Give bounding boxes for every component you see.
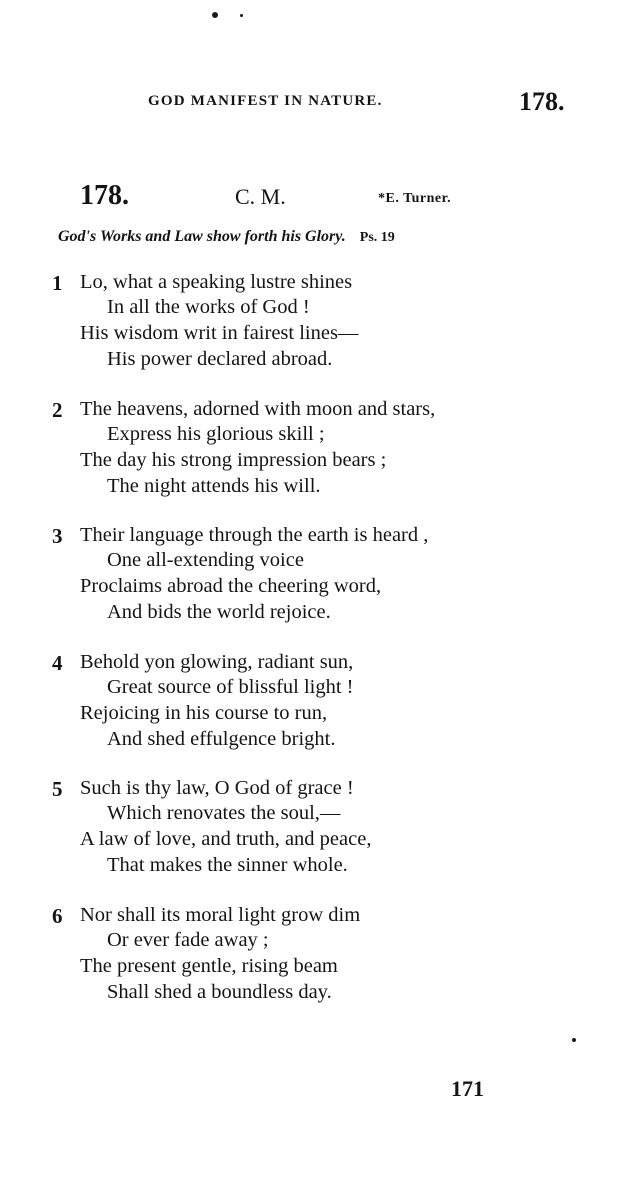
stanza-number: 6 [52, 903, 63, 928]
stanza-number: 1 [52, 271, 63, 295]
verse-line: The heavens, adorned with moon and stars, [80, 397, 436, 420]
verse-line: Nor shall its moral light grow dim [80, 903, 361, 926]
verse-line: His wisdom writ in fairest lines— [80, 322, 359, 344]
verse-line: And shed effulgence bright. [107, 727, 336, 750]
verse-line: His power declared abroad. [107, 348, 333, 370]
stanza-number: 2 [52, 397, 63, 422]
stanza [0, 777, 640, 904]
running-page-number: 178. [519, 87, 565, 116]
verse-line: The day his strong impression bears ; [80, 448, 387, 471]
stanza [0, 524, 640, 651]
hymn-number: 178. [80, 180, 129, 211]
verse-line: The present gentle, rising beam [80, 954, 338, 977]
verse-line: Lo, what a speaking lustre shines [80, 271, 353, 293]
verse-line: Their language through the earth is heard , [80, 524, 429, 546]
running-title: GOD MANIFEST IN NATURE. [148, 93, 383, 109]
stanza [0, 271, 640, 398]
verse-line: The night attends his will. [107, 474, 321, 497]
verse-line: Proclaims abroad the cheering word, [80, 575, 382, 597]
subtitle-text: God's Works and Law show forth his Glory. [58, 228, 346, 245]
stanza [0, 398, 640, 525]
ink-speck [572, 1038, 576, 1042]
hymn-subtitle [58, 228, 395, 246]
scripture-reference: Ps. 19 [359, 230, 395, 245]
stanza [0, 651, 640, 778]
stanza-number: 3 [52, 524, 63, 548]
verse-line: And bids the world rejoice. [107, 601, 331, 623]
verse-line: Which renovates the soul,— [107, 802, 341, 824]
verse-line: Rejoicing in his course to run, [80, 701, 328, 724]
verse-line: One all-extending voice [107, 549, 304, 571]
ink-speck [240, 14, 243, 17]
ink-speck [212, 12, 218, 18]
verse-line: That makes the sinner whole. [107, 854, 348, 876]
verse-line: A law of love, and truth, and peace, [80, 828, 372, 850]
stanza-list [0, 271, 640, 1030]
verse-line: Great source of blissful light ! [107, 675, 354, 698]
verse-line: Such is thy law, O God of grace ! [80, 777, 354, 799]
verse-line: Express his glorious skill ; [107, 422, 325, 445]
verse-line: In all the works of God ! [107, 296, 310, 318]
stanza-number: 5 [52, 777, 63, 801]
folio-number: 171 [451, 1076, 484, 1101]
verse-line: Shall shed a boundless day. [107, 980, 332, 1003]
stanza [0, 904, 640, 1031]
hymn-meter: C. M. [235, 184, 286, 209]
verse-line: Or ever fade away ; [107, 928, 269, 951]
stanza-number: 4 [52, 650, 63, 675]
verse-line: Behold yon glowing, radiant sun, [80, 650, 354, 673]
hymn-composer: *E. Turner. [378, 191, 452, 206]
